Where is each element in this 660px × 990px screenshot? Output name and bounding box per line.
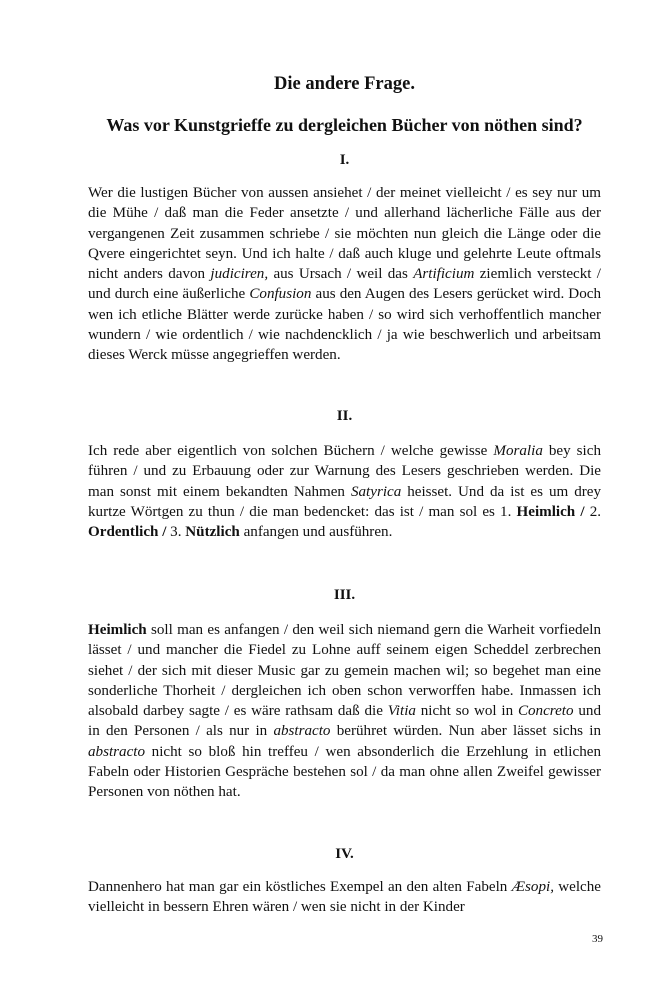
question-title: Was vor Kunstgrieffe zu dergleichen Bücher von nöthen sind? bbox=[106, 115, 583, 135]
section-numeral-1: I. bbox=[339, 152, 350, 168]
page-number: 39 bbox=[592, 933, 603, 945]
paragraph-2: Ich rede aber eigentlich von solchen Büchern / welche gewisse Moralia bey sich führen / und zu Erbauung oder zur Warnung des Lesers geschrieben werden. Die man sonst mit einem bekandten Nahmen Satyrica heisset. Und da ist es um drey kurtze Wörtgen zu thun / die man bedencket: das ist / man sol es 1. Heimlich / 2. Ordentlich / 3. Nützlich anfangen und ausführen. bbox=[88, 443, 602, 541]
section-numeral-4: IV. bbox=[335, 846, 354, 862]
chapter-title: Die andere Frage. bbox=[274, 74, 415, 94]
paragraph-1: Wer die lustigen Bücher von aussen ansiehet / der meinet vielleicht / es sey nur um die Mühe / daß man die Feder ansetzte / und allerhand lächerliche Fälle aus der vergangenen Zeit zusammen schriebe / sie möchten nun gleich die Länge oder die Qvere eingerichtet seyn. Und ich halte / daß auch kluge und gelehrte Leute oftmals nicht anders davon judiciren, aus Ursach / weil das Artificium ziemlich versteckt / und durch eine äußerliche Confusion aus den Augen des Lesers gerücket wird. Doch wen ich etliche Blätter werde zurücke haben / so wird sich verhoffentlich mancher wundern / wie ordentlich / wie nachdencklich / ja wie beschwerlich und arbeitsam dieses Werck müsse angegrieffen werden. bbox=[88, 185, 601, 364]
section-numeral-2: II. bbox=[336, 408, 353, 424]
paragraph-3: Heimlich soll man es anfangen / den weil sich niemand gern die Warheit vorfiedeln lässet / und mancher die Fiedel zu Lohne auff seinem eigen Scheddel zerbrechen siehet / der sich mit dieser Music gar zu gemein machen wil; so begehet man eine sonderliche Thorheit / dergleichen ich oben schon verworffen habe. Inmassen ich alsobald darbey sagte / es wäre rathsam daß die Vitia nicht so wol in Concreto und in den Personen / als nur in abstracto berühret würden. Nun aber lässet sichs in abstracto nicht so bloß hin treffeu / wen absonderlich die Erzehlung in etlichen Fabeln oder Historien Gespräche bestehen sol / da man ohne allen Zweifel gewisser Personen von nöthen hat. bbox=[88, 622, 602, 801]
section-numeral-3: III. bbox=[333, 587, 356, 603]
paragraph-4: Dannenhero hat man gar ein köstliches Exempel an den alten Fabeln Æsopi, welche vielleicht in bessern Ehren wären / wen sie nicht in der Kinder bbox=[88, 879, 602, 916]
book-page bbox=[88, 0, 601, 990]
